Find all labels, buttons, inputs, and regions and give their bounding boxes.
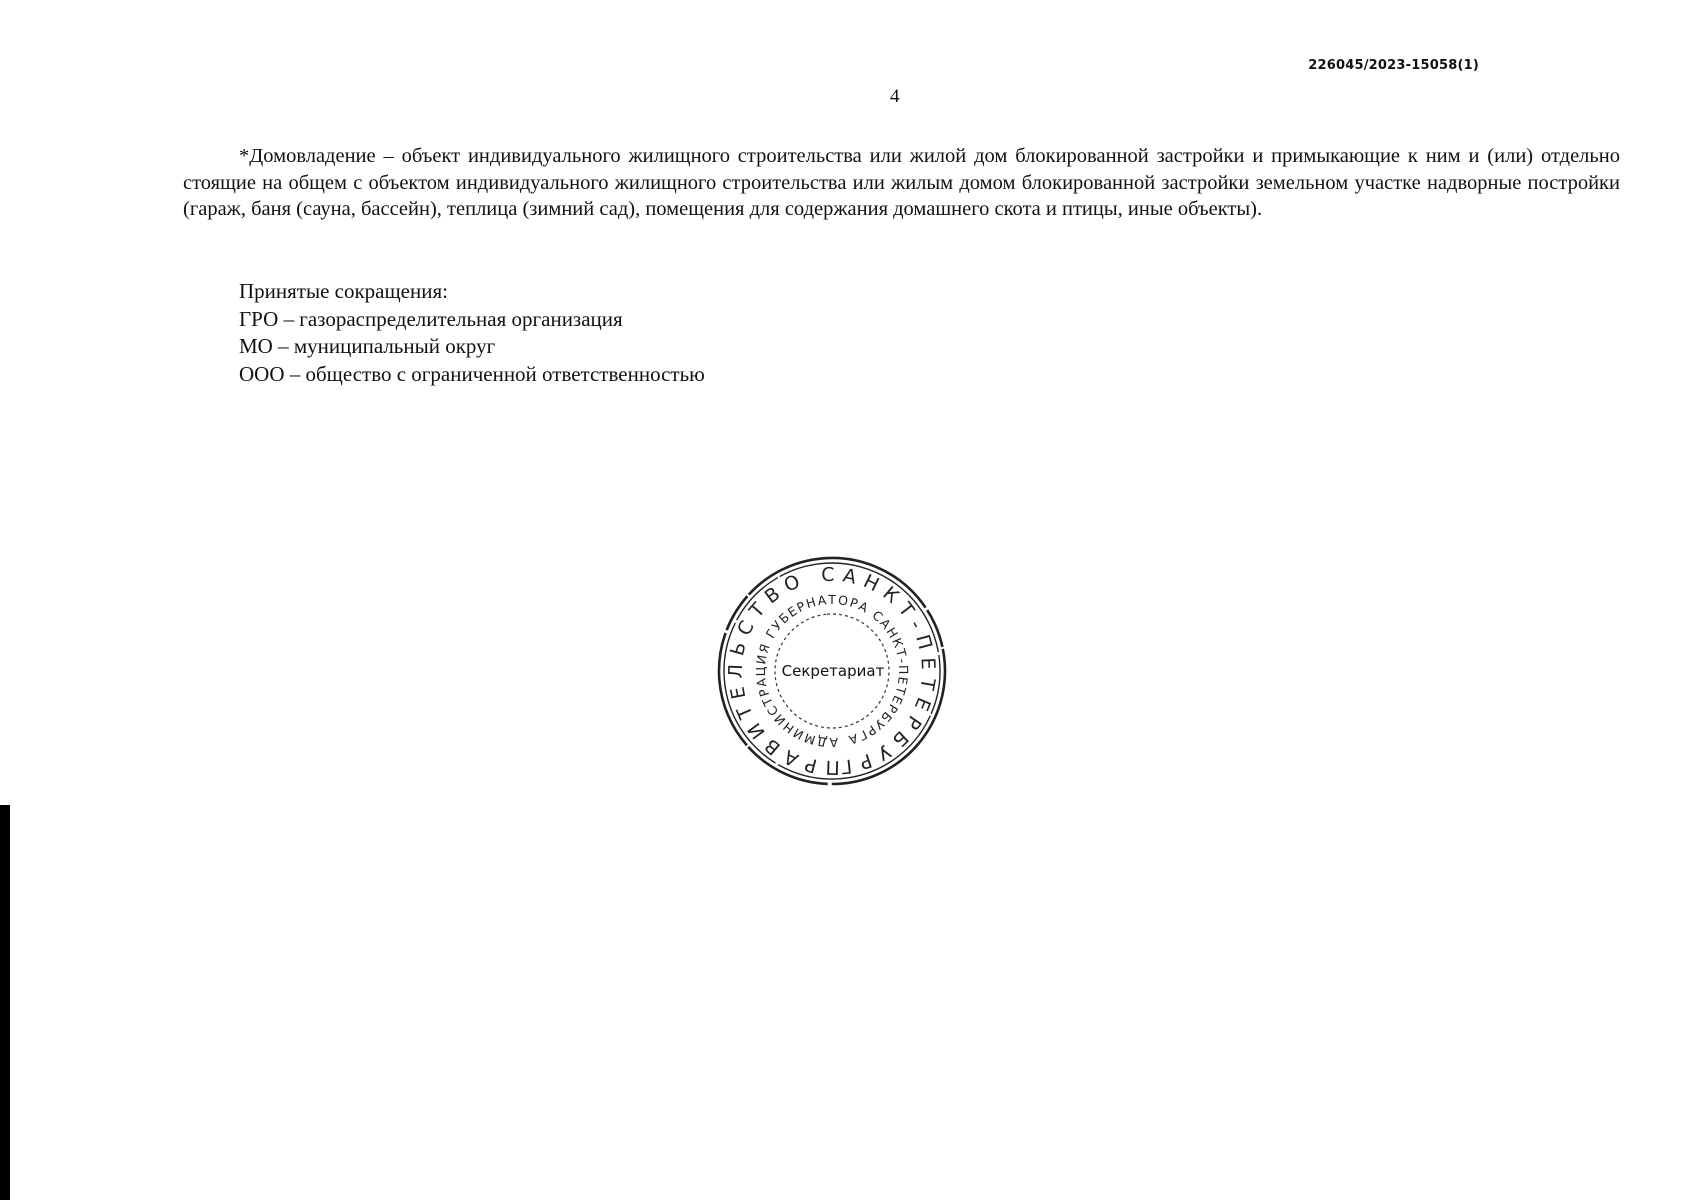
abbreviations-heading: Принятые сокращения:	[239, 279, 448, 303]
abbreviation-item: ООО – общество с ограниченной ответственностью	[239, 361, 705, 386]
abbreviation-item: МО – муниципальный округ	[239, 334, 496, 358]
abbreviations-list	[239, 278, 705, 388]
stamp-outer-text: ПРАВИТЕЛЬСТВО САНКТ-ПЕТЕРБУРГА	[724, 563, 940, 779]
scan-edge-bar	[0, 805, 10, 1200]
page-number: 4	[890, 86, 900, 107]
stamp-inner-text: АДМИНИСТРАЦИЯ ГУБЕРНАТОРА САНКТ-ПЕТЕРБУРГА	[752, 591, 912, 751]
document-registration-number: 226045/2023-15058(1)	[1308, 58, 1479, 73]
official-seal-stamp	[714, 553, 950, 789]
stamp-center-text: Секретариат	[781, 662, 885, 680]
footnote-definition: *Домовладение – объект индивидуального жилищного строительства или жилой дом блокированной застройки и примыкающие к ним и (или) отдельно стоящие на общем с объектом индивидуального жилищного строительства или жилым домом блокированной застройки земельном участке надворные постройки (гараж, баня (сауна, бассейн), теплица (зимний сад), помещения для содержания домашнего скота и птицы, иные объекты).	[183, 145, 1620, 220]
abbreviation-item: ГРО – газораспределительная организация	[239, 306, 623, 331]
